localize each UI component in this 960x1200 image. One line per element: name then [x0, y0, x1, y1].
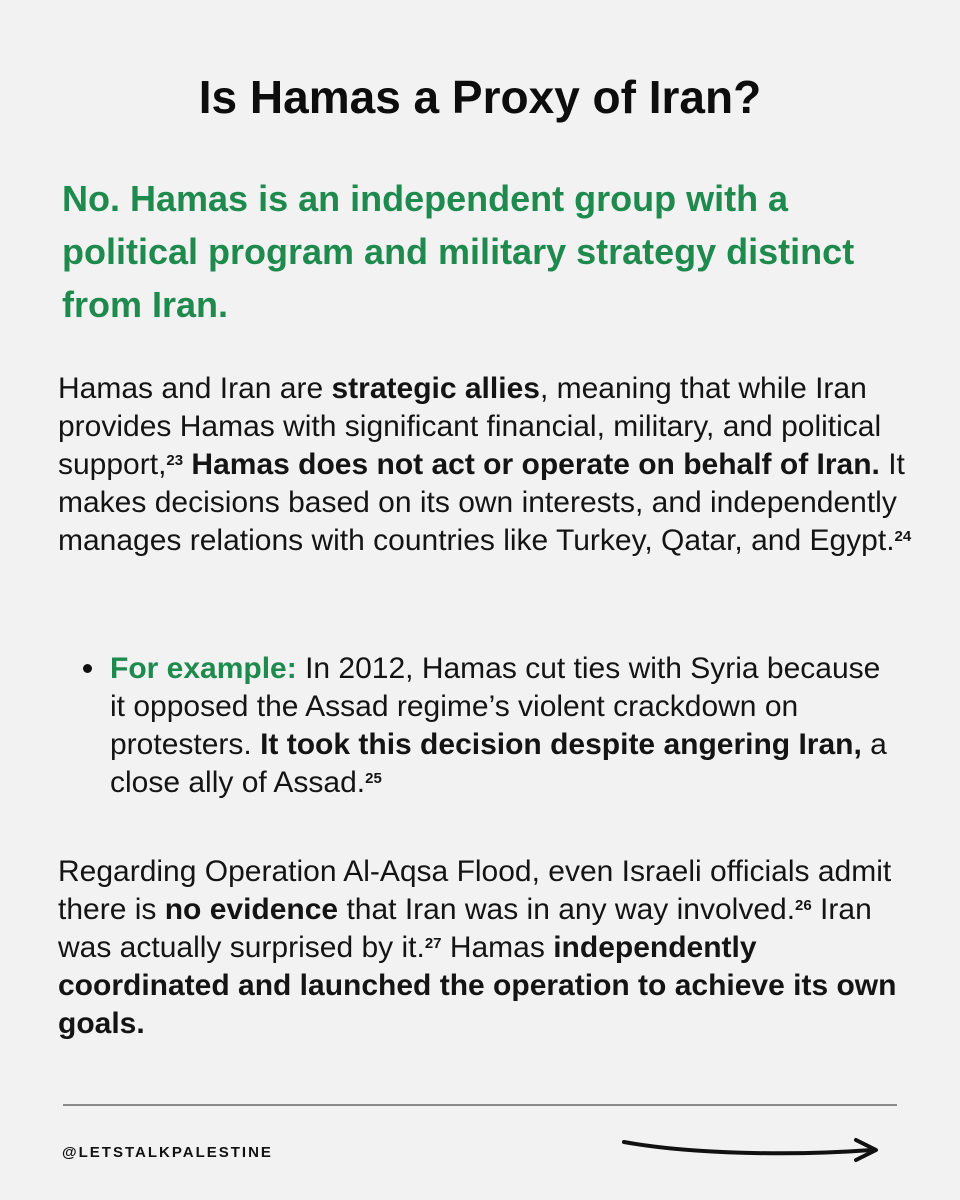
text: that Iran was in any way involved.: [338, 893, 796, 926]
text: Hamas: [441, 931, 554, 964]
footnote-ref: 25: [365, 770, 382, 787]
account-handle: @LETSTALKPALESTINE: [62, 1144, 273, 1161]
page-title: Is Hamas a Proxy of Iran?: [198, 71, 762, 123]
footnote-ref: 24: [894, 528, 912, 545]
emphasis: no evidence: [164, 893, 339, 926]
text: It makes decisions based on its own interests, and independently manages relations with countries like Turkey, Qatar, and Egypt.: [58, 448, 905, 557]
emphasis: independently coordinated and launched the operation to achieve its own goals.: [58, 931, 897, 1040]
example-bullet: [110, 650, 900, 802]
answer-statement: No. Hamas is an independent group with a political program and military strategy distinct from Iran.: [62, 178, 855, 325]
example-label: For example:: [110, 652, 297, 685]
footnote-ref: 23: [166, 452, 184, 469]
emphasis: It took this decision despite angering Iran,: [260, 728, 862, 761]
text: Regarding Operation Al-Aqsa Flood, even Israeli officials admit there is: [58, 855, 892, 926]
emphasis: strategic allies: [331, 372, 540, 405]
footnote-ref: 26: [795, 897, 812, 914]
bullet-icon: [83, 664, 92, 673]
right-arrow-icon[interactable]: [620, 1128, 890, 1178]
text: In 2012, Hamas cut ties with Syria because it opposed the Assad regime’s violent crackdown on protesters.: [110, 652, 881, 761]
text: Iran was actually surprised by it.: [58, 893, 872, 964]
text: a close ally of Assad.: [110, 728, 887, 799]
text: Hamas and Iran are: [58, 372, 332, 405]
paragraph-al-aqsa-flood: [58, 853, 918, 1043]
text: , meaning that while Iran provides Hamas with significant financial, military, and political support,: [58, 372, 882, 481]
footnote-ref: 27: [424, 935, 442, 952]
footer-divider: [63, 1104, 897, 1106]
emphasis: Hamas does not act or operate on behalf of Iran.: [183, 448, 880, 481]
paragraph-strategic-allies: [58, 370, 918, 560]
